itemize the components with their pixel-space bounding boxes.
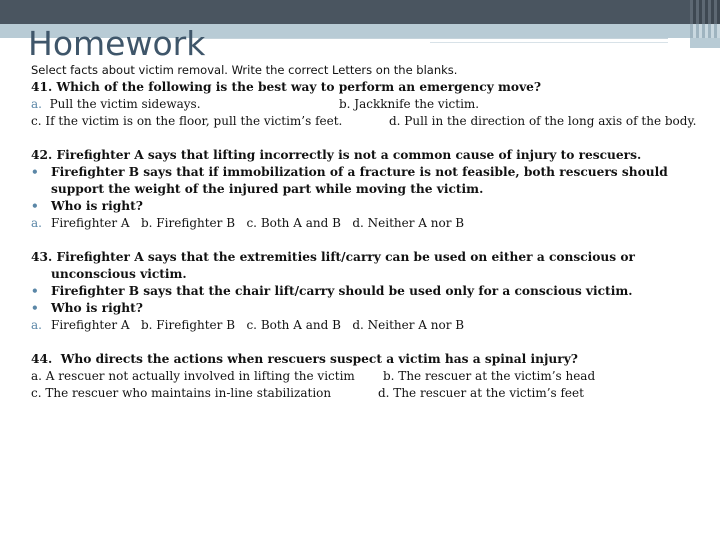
q41-option-b: b. Jackknife the victim. [339,97,480,111]
q43-answers-text: Firefighter A b. Firefighter B c. Both A and B d. Neither A nor B [51,318,465,332]
spacer [31,130,699,147]
bullet-icon: • [31,284,39,298]
spacer [31,232,699,249]
q42-statement-b-line2: support the weight of the injured part while moving the victim. [51,182,484,196]
q43-who [31,300,699,317]
bullet-icon: • [31,199,39,213]
q43-statement-b-text: Firefighter B says that the chair lift/carry should be used only for a conscious victim. [51,284,633,298]
q43-answers [31,317,699,334]
q43-who-text: Who is right? [51,301,143,315]
header-stripe [690,0,720,24]
q44-options-row2 [31,385,699,402]
q42-answers [31,215,699,232]
q44-option-a: a. A rescuer not actually involved in lifting the victim [31,369,355,383]
slide-body [31,62,699,402]
q42-answer-marker: a. [31,216,42,230]
q43-question-line1: 43. Firefighter A says that the extremities lift/carry can be used on either a conscious or [31,250,635,264]
q41-option-a-text: Pull the victim sideways. [49,97,201,111]
spacer [31,334,699,351]
q44-option-d: d. The rescuer at the victim’s feet [378,386,584,400]
q43-answer-marker: a. [31,318,42,332]
header-accent-stripe [690,24,720,38]
q41-options-row1 [31,96,699,113]
q42-answers-text: Firefighter A b. Firefighter B c. Both A and B d. Neither A nor B [51,216,465,230]
q42-who [31,198,699,215]
header-band [0,0,720,24]
q42-statement-b-line1: Firefighter B says that if immobilization of a fracture is not feasible, both rescuers should [51,165,668,179]
q44-options-row1 [31,368,699,385]
q44-option-c: c. The rescuer who maintains in-line stabilization [31,386,332,400]
q43-statement-b [31,283,699,300]
slide-title: Homework [28,24,206,63]
title-rule [198,38,668,39]
q44-question: 44. Who directs the actions when rescuers suspect a victim has a spinal injury? [31,352,578,366]
q44-option-b: b. The rescuer at the victim’s head [383,369,596,383]
title-rule-secondary [430,42,668,43]
q41-options-row2 [31,113,699,130]
q41-option-c: c. If the victim is on the floor, pull the victim’s feet. [31,114,343,128]
q42-question: 42. Firefighter A says that lifting incorrectly is not a common cause of injury to rescuers. [31,148,642,162]
corner-tab [690,38,720,48]
q42-statement-b [31,164,699,198]
q41-option-a [31,96,339,113]
bullet-icon: • [31,301,39,315]
q41-question: 41. Which of the following is the best way to perform an emergency move? [31,80,542,94]
q43-question-line2: unconscious victim. [51,267,187,281]
bullet-icon: • [31,165,39,179]
q42-who-text: Who is right? [51,199,143,213]
q41-option-a-marker: a. [31,97,42,111]
intro-text: Select facts about victim removal. Write the correct Letters on the blanks. [31,63,458,77]
q41-option-d: d. Pull in the direction of the long axis of the body. [389,114,697,128]
